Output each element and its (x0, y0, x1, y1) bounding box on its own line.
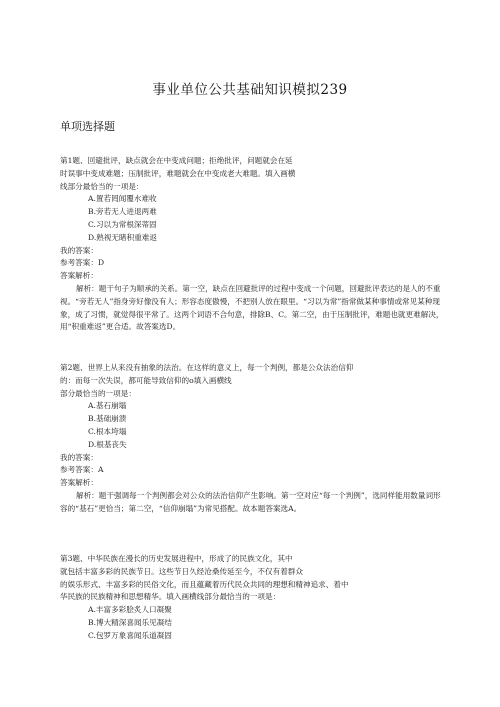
option-d: D.熟视无睹积重难返 (88, 232, 157, 242)
question-stem-line: 就包括丰富多彩的民族节日。这些节日久经沧桑传延至今，不仅有着群众 (60, 566, 303, 576)
my-answer-label: 我的答案： (60, 245, 98, 255)
my-answer-label: 我的答案： (60, 452, 98, 462)
question-stem-line: 线部分最恰当的一项是： (60, 181, 144, 191)
question-stem-line: 华民族的民族精神和思想精华。填入画横线部分最恰当的一项是： (60, 592, 281, 602)
question-stem-line: 部分最恰当的一项是： (60, 388, 136, 398)
option-a: A.丰富多彩脍炙人口凝聚 (88, 605, 172, 615)
option-c: C.根本垮塌 (88, 426, 127, 436)
question-stem-line: 第1题、回避批评，缺点就会在中变成问题；拒绝批评，问题就会在延 (60, 156, 293, 165)
option-b: B.博大精深喜闻乐见凝结 (88, 617, 172, 627)
question-stem-line: 第3题、中华民族在漫长的历史发展进程中，形成了的民族文化，其中 (60, 554, 293, 563)
option-a: A.基石崩塌 (88, 401, 127, 411)
analysis-text: 解析：题干强调每一个判例都会对公众的法治信仰产生影响。第一空对应“每一个判例”，选同样能用数量词形容的“基石”更恰当；第二空，“信仰崩塌”为常见搭配。故本题答案选A。 (60, 490, 441, 513)
option-b: B.旁若无人进退两难 (88, 207, 157, 217)
section-heading: 单项选择题 (60, 120, 115, 133)
option-c: C.习以为常根深蒂固 (88, 219, 157, 229)
analysis-label: 答案解析： (60, 271, 98, 281)
option-b: B.基础崩溃 (88, 414, 127, 424)
question-stem-line: 的娱乐形式、丰富多彩的民俗文化，而且蕴藏着历代民众共同的理想和精神追求、着中 (60, 579, 349, 589)
question-stem-line: 第2题、世界上从来没有抽象的法治。在这样的意义上，每一个判例，都是公众法治信仰 (60, 363, 354, 372)
question-2 (60, 362, 445, 516)
option-a: A.置若罔闻覆水难收 (88, 194, 157, 204)
option-d: D.根基丧失 (88, 439, 127, 449)
analysis-text: 解析：题干句子为顺承的关系。第一空，缺点在回避批评的过程中变成一个问题，回避批评表达的是人的不重视。“旁若无人”指身旁好像没有人；形容态度傲慢，不把别人放在眼里。“习以为常”指常做某种事情或常见某种现象，成了习惯，就觉得很平常了。这两个词语不合句意，排除B、C。第二空，由于压制批评，难题也就更难解决，用“积重难返”更合适。故答案选D。 (60, 283, 444, 332)
question-1 (60, 155, 445, 334)
question-stem-line: 的：而每一次失误，都可能导致信仰的o填入画横线 (60, 375, 232, 385)
question-stem-line: 时误事中变成难题；压制批评，难题就会在中变成老大难题。填入画横 (60, 168, 296, 178)
option-c: C.包罗万象喜闻乐道凝固 (88, 630, 172, 640)
analysis-label: 答案解析： (60, 478, 98, 488)
reference-answer: 参考答案：D (60, 258, 105, 268)
question-3 (60, 553, 445, 643)
reference-answer: 参考答案：A (60, 465, 104, 475)
document-title: 事业单位公共基础知识模拟239 (152, 82, 348, 98)
